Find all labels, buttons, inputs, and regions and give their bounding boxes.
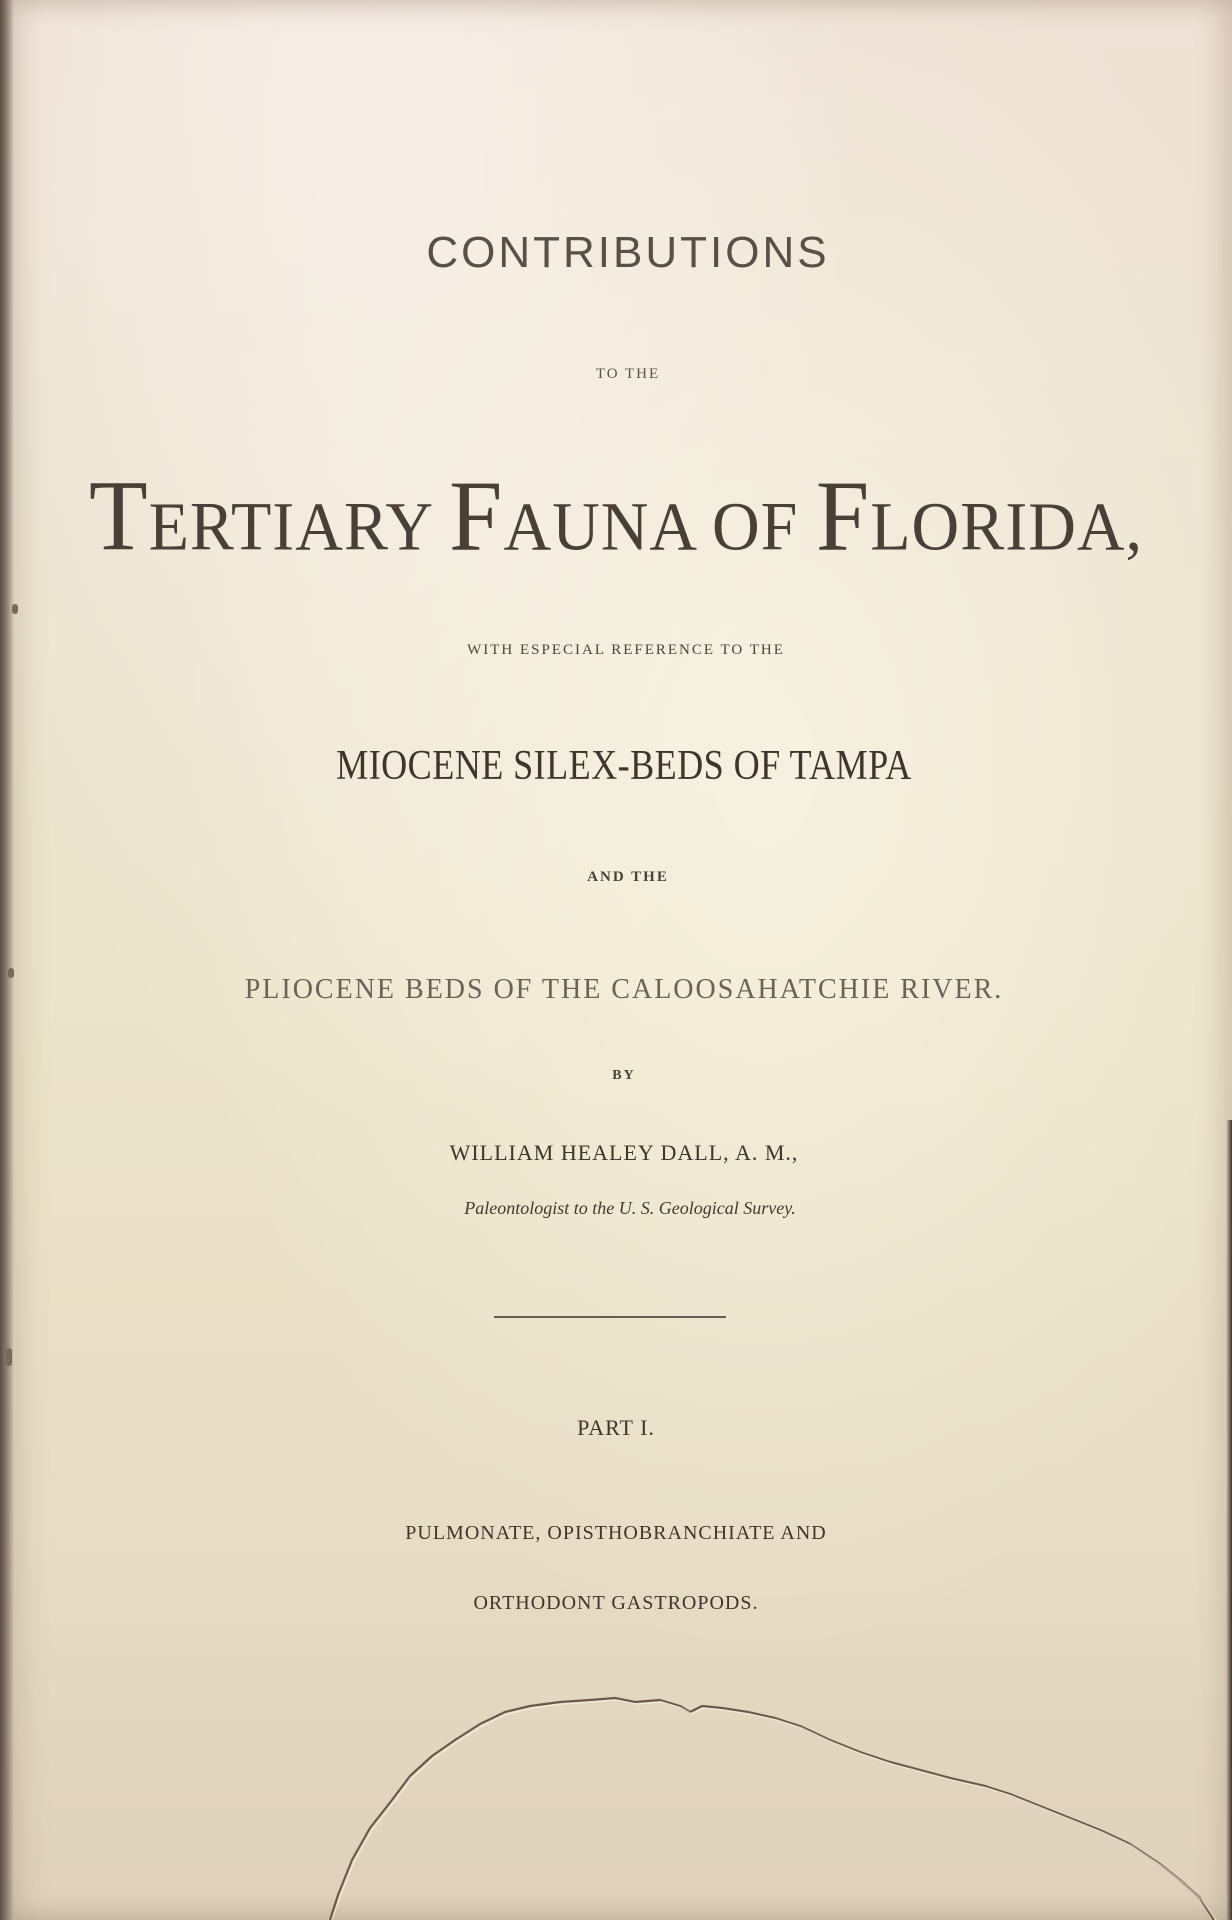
main-title-initial: F [449, 459, 504, 572]
main-title-initial: T [88, 459, 149, 572]
tear-highlight [332, 1700, 1216, 1920]
subheading-to-the: TO THE [595, 366, 661, 382]
subheading-especial-reference: WITH ESPECIAL REFERENCE TO THE [467, 642, 785, 658]
subject-line-2: ORTHODONT GASTROPODS. [473, 1592, 759, 1614]
heading-contributions: CONTRIBUTIONS [426, 228, 830, 277]
margin-mark [6, 1348, 12, 1366]
page-right-edge [1226, 1120, 1232, 1920]
byline-by: BY [612, 1068, 636, 1083]
main-title [0, 457, 1232, 574]
author-title: Paleontologist to the U. S. Geological Survey. [464, 1198, 796, 1218]
margin-mark [12, 604, 18, 614]
horizontal-rule [494, 1316, 726, 1318]
part-number: PART I. [577, 1415, 655, 1440]
subheading-and-the: AND THE [587, 869, 669, 885]
main-title-text: AUNA OF [503, 488, 816, 566]
main-title-text: LORIDA, [870, 488, 1144, 566]
tear-line [330, 1698, 1214, 1920]
main-title-initial: F [815, 459, 871, 572]
heading-pliocene-beds: PLIOCENE BEDS OF THE CALOOSAHATCHIE RIVER. [244, 974, 1004, 1005]
author-name: WILLIAM HEALEY DALL, A. M., [449, 1140, 799, 1165]
subject-line-1: PULMONATE, OPISTHOBRANCHIATE AND [405, 1522, 827, 1544]
book-binding-edge [0, 0, 14, 1920]
heading-miocene-beds: MIOCENE SILEX-BEDS OF TAMPA [336, 743, 912, 789]
main-title-text: ERTIARY [148, 488, 450, 566]
